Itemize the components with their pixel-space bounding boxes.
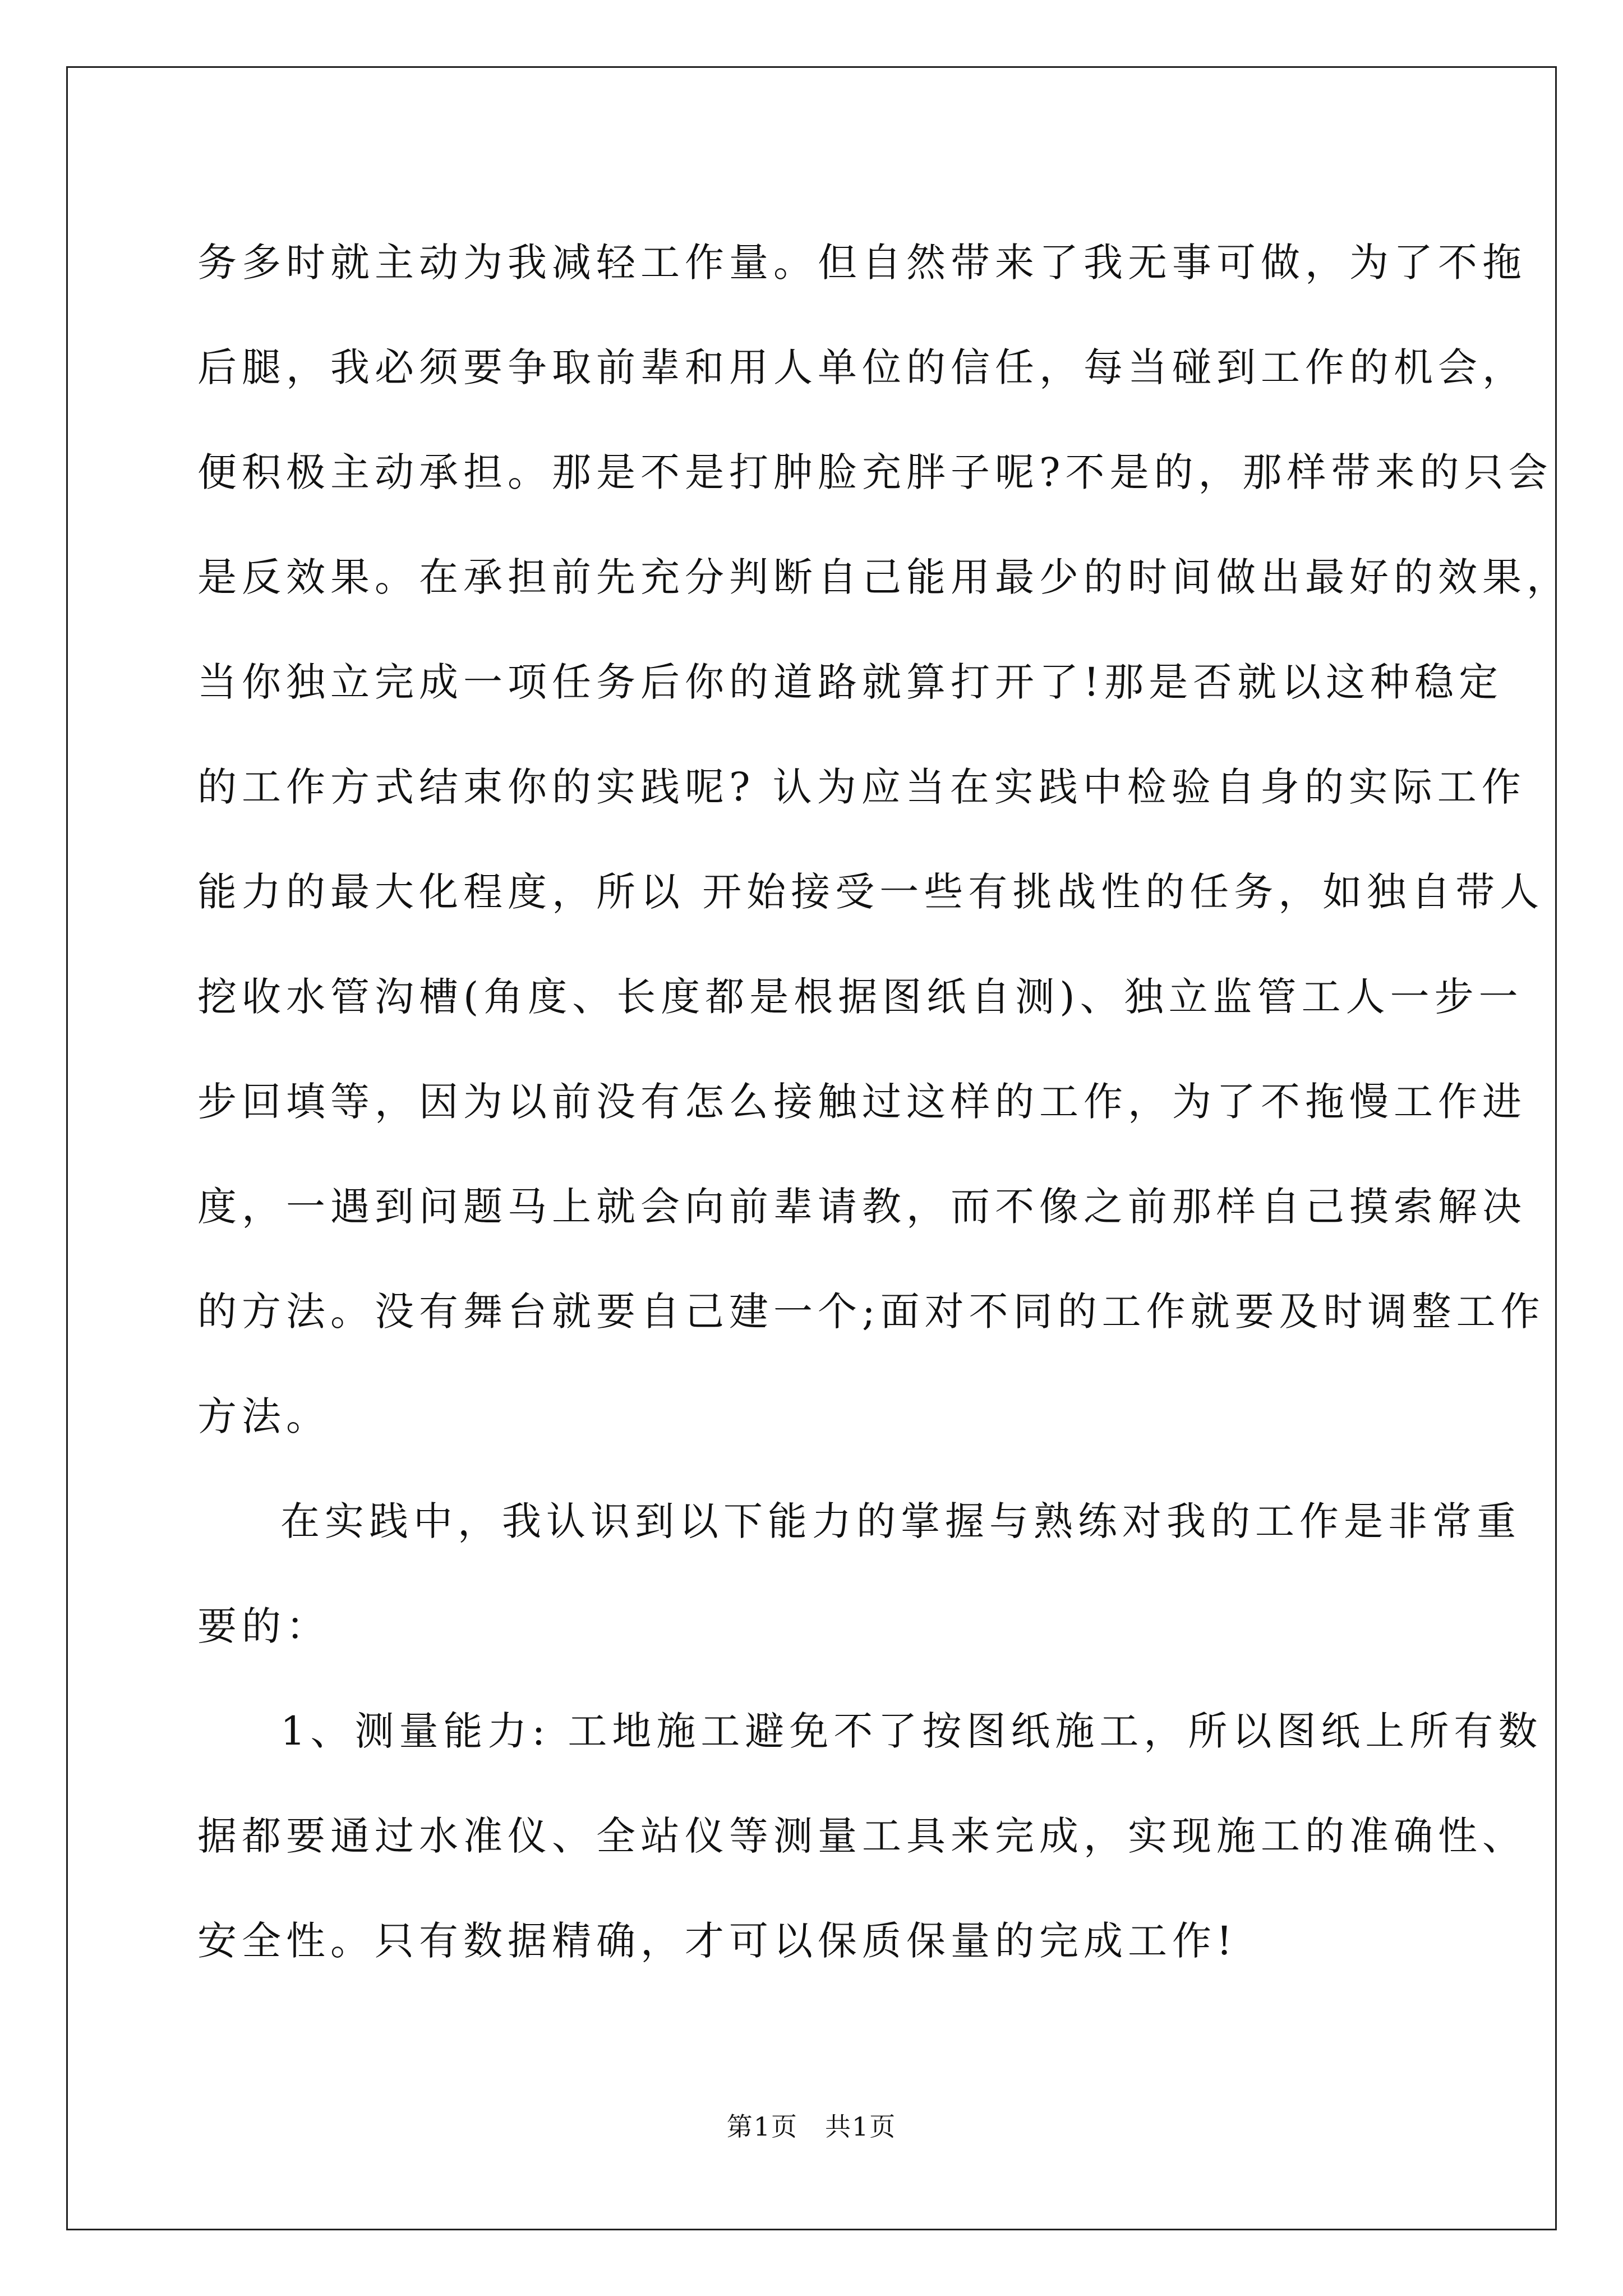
text-line: 后腿，我必须要争取前辈和用人单位的信任，每当碰到工作的机会， — [197, 344, 1527, 390]
text-line: 能力的最大化程度，所以 开始接受一些有挑战性的任务，如独自带人 — [197, 869, 1544, 915]
text-line: 务多时就主动为我减轻工作量。但自然带来了我无事可做，为了不拖 — [197, 240, 1527, 286]
text-line: 是反效果。在承担前先充分判断自己能用最少的时间做出最好的效果， — [197, 554, 1571, 600]
paragraph-first-line: 在实践中，我认识到以下能力的掌握与熟练对我的工作是非常重 — [280, 1498, 1521, 1544]
text-line: 挖收水管沟槽(角度、长度都是根据图纸自测)、独立监管工人一步一 — [197, 974, 1523, 1020]
text-line: 据都要通过水准仪、全站仪等测量工具来完成，实现施工的准确性、 — [197, 1813, 1527, 1859]
text-line: 安全性。只有数据精确，才可以保质保量的完成工作! — [197, 1918, 1238, 1964]
text-line: 的工作方式结束你的实践呢? 认为应当在实践中检验自身的实际工作 — [197, 764, 1526, 810]
text-line: 当你独立完成一项任务后你的道路就算打开了!那是否就以这种稳定 — [197, 659, 1504, 705]
text-line: 方法。 — [197, 1393, 330, 1439]
text-line: 的方法。没有舞台就要自己建一个;面对不同的工作就要及时调整工作 — [197, 1289, 1545, 1335]
document-body — [197, 210, 1571, 1994]
text-line: 度，一遇到问题马上就会向前辈请教，而不像之前那样自己摸索解决 — [197, 1184, 1527, 1230]
text-line: 步回填等，因为以前没有怎么接触过这样的工作，为了不拖慢工作进 — [197, 1079, 1527, 1125]
text-line: 要的： — [197, 1603, 330, 1649]
text-line: 便积极主动承担。那是不是打肿脸充胖子呢?不是的，那样带来的只会 — [197, 449, 1553, 495]
paragraph-first-line: 1、测量能力: 工地施工避免不了按图纸施工，所以图纸上所有数 — [280, 1708, 1543, 1754]
page-number-footer: 第1页 共1页 — [726, 2111, 897, 2142]
